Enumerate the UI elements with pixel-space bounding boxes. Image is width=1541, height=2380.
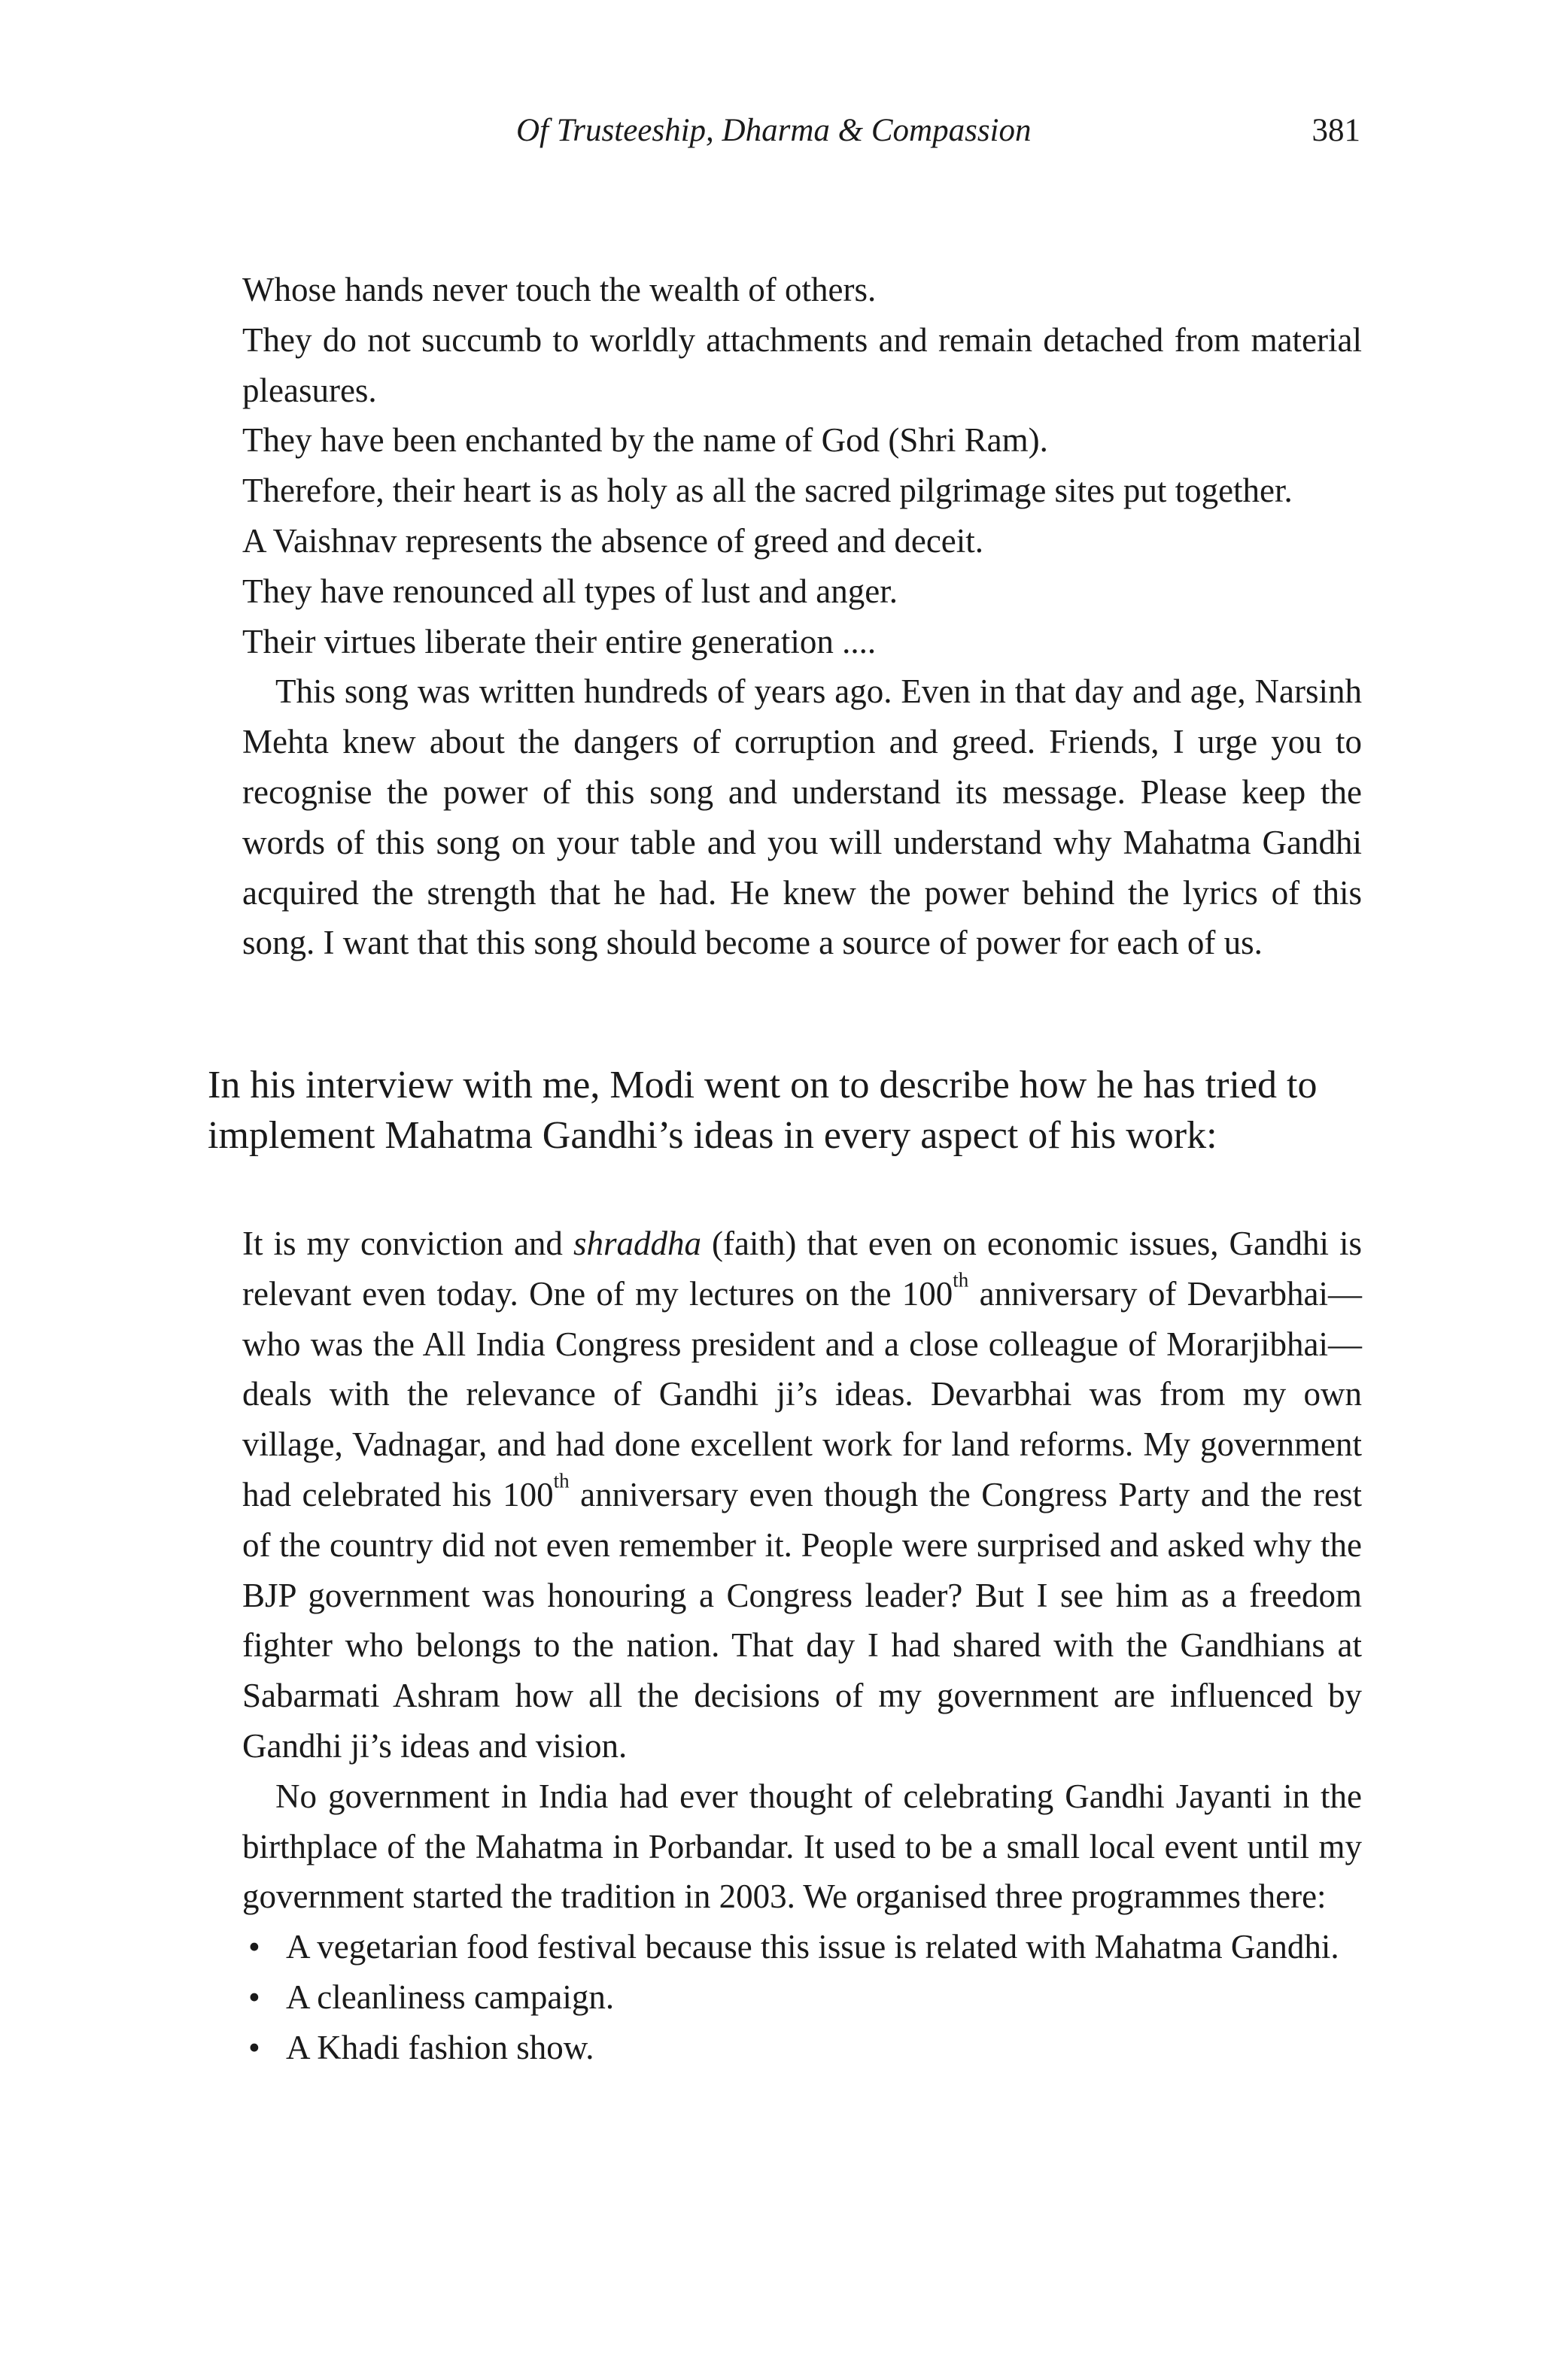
verse-line: They have been enchanted by the name of God (Shri Ram). — [242, 421, 1048, 460]
ordinal-suffix: th — [553, 1469, 570, 1492]
list-item-text: A Khadi fashion show. — [286, 2028, 594, 2066]
verse-line: They have renounced all types of lust and anger. — [242, 572, 898, 610]
list-item-text: A vegetarian food festival because this issue is related with Mahatma Gandhi. — [286, 1928, 1339, 1966]
verse-line: They do not succumb to worldly attachments and remain detached from material pleasures. — [242, 320, 1362, 409]
text-run: It is my conviction and — [242, 1225, 573, 1262]
verse-line: Their virtues liberate their entire generation .... — [242, 622, 877, 660]
bullet: • — [248, 1978, 260, 2016]
verse-line: Whose hands never touch the wealth of others. — [242, 271, 877, 308]
interview-paragraph — [242, 1219, 1362, 1771]
verse-line: A Vaishnav represents the absence of greed and deceit. — [242, 521, 984, 560]
verse-quote-block — [242, 265, 1362, 968]
programme-list — [242, 1922, 1362, 2072]
page-number: 381 — [1312, 113, 1360, 148]
list-item — [242, 1922, 1362, 1972]
list-item-text: A cleanliness campaign. — [286, 1978, 615, 2016]
bullet: • — [248, 1928, 260, 1966]
narration-paragraph: In his interview with me, Modi went on to describe how he has tried to implement Mahatma Gandhi’s ideas in every aspect of his work: — [208, 1064, 1318, 1157]
speech-paragraph: This song was written hundreds of years ago. Even in that day and age, Narsinh Mehta knew about the dangers of corruption and greed. Friends, I urge you to recognise the power of this song and understand its message. Please keep the words of this song on your table and you will understand why Mahatma Gandhi acquired the strength that he had. He knew the power behind the lyrics of this song. I want that this song should become a source of power for each of us. — [242, 672, 1362, 962]
text-run: anniversary of Devarbhai—who was the All India Congress president and a close colleague of Morarjibhai—deals with the relevance of Gandhi ji’s ideas. Devarbhai was from my own village, Vadnagar, and had done excellent work for land reforms. My government had celebrated his 100 — [242, 1274, 1363, 1513]
list-item — [242, 2023, 1362, 2073]
list-item — [242, 1972, 1362, 2023]
text-run: anniversary even though the Congress Party and the rest of the country did not even remember it. People were surprised and asked why the BJP government was honouring a Congress leader? But I see him as a freedom fighter who belongs to the nation. That day I had shared with the Gandhians at Sabarmati Ashram how all the decisions of my government are influenced by Gandhi ji’s ideas and vision. — [242, 1475, 1362, 1765]
verse-line: Therefore, their heart is as holy as all the sacred pilgrimage sites put together. — [242, 472, 1293, 510]
running-head-title: Of Trusteeship, Dharma & Compassion — [516, 113, 1032, 148]
interview-paragraph: No government in India had ever thought of celebrating Gandhi Jayanti in the birthplace of the Mahatma in Porbandar. It used to be a small local event until my government started the tradition in 2003. We organised three programmes there: — [242, 1777, 1362, 1916]
ordinal-suffix: th — [953, 1268, 969, 1292]
italic-term: shraddha — [573, 1225, 701, 1262]
interview-quote-block — [242, 1219, 1362, 2073]
bullet: • — [248, 2028, 260, 2066]
text-run: (faith) that even on economic issues, Gandhi is relevant even today. One of my lectures on the 100 — [242, 1225, 1362, 1313]
